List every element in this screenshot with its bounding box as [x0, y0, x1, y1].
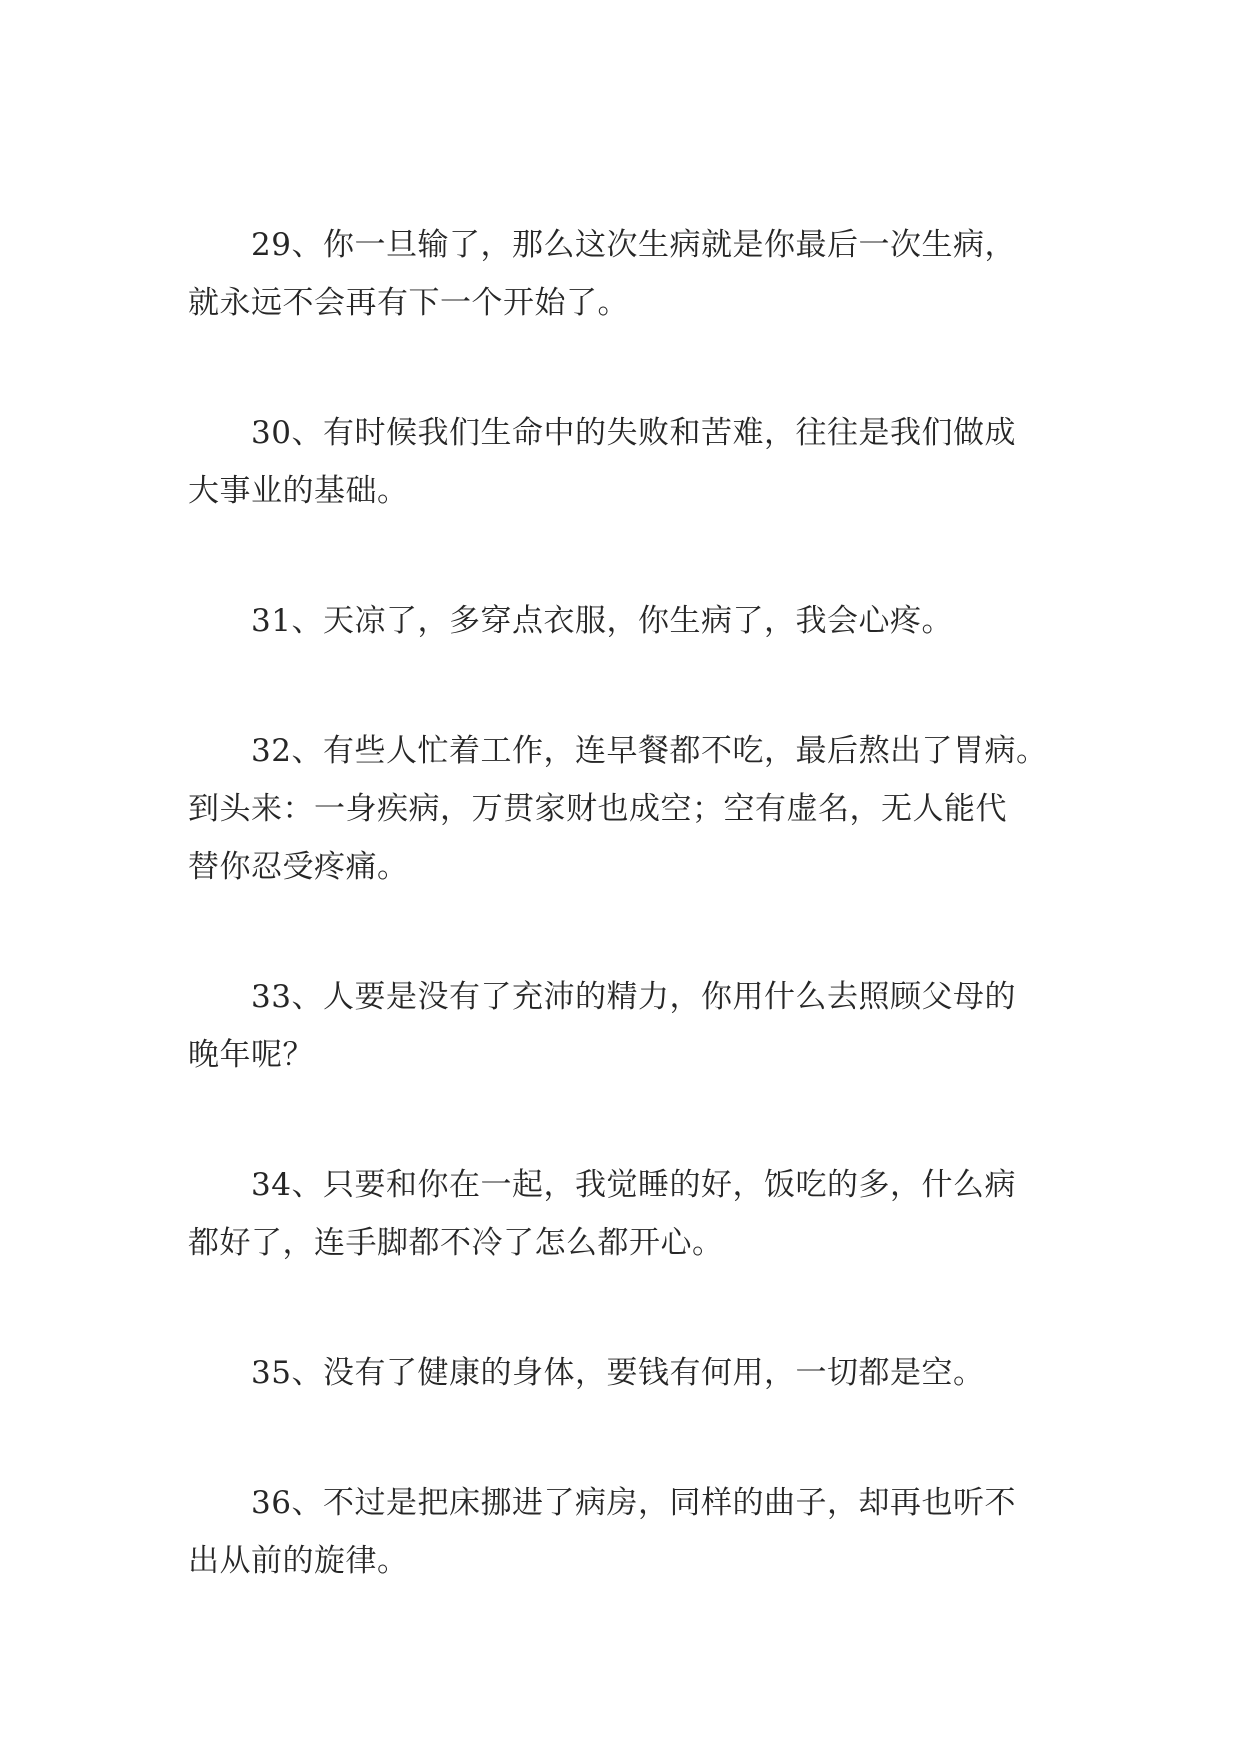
paragraph-34: 34、只要和你在一起，我觉睡的好，饭吃的多，什么病 都好了，连手脚都不冷了怎么都开心。 — [188, 1167, 1016, 1261]
paragraph-31: 31、天凉了，多穿点衣服，你生病了，我会心疼。 — [188, 603, 953, 639]
paragraph-36: 36、不过是把床挪进了病房，同样的曲子，却再也听不 出从前的旋律。 — [188, 1485, 1016, 1579]
paragraph-32: 32、有些人忙着工作，连早餐都不吃，最后熬出了胃病。 到头来：一身疾病，万贯家财也成空；空有虚名，无人能代 替你忍受疼痛。 — [188, 733, 1048, 885]
paragraph-30: 30、有时候我们生命中的失败和苦难，往往是我们做成 大事业的基础。 — [188, 415, 1016, 509]
text-column — [188, 216, 1060, 1590]
paragraph-33: 33、人要是没有了充沛的精力，你用什么去照顾父母的 晚年呢？ — [188, 979, 1016, 1073]
paragraph-29: 29、你一旦输了，那么这次生病就是你最后一次生病， 就永远不会再有下一个开始了。 — [188, 227, 1016, 321]
paragraph-35: 35、没有了健康的身体，要钱有何用，一切都是空。 — [188, 1355, 985, 1391]
